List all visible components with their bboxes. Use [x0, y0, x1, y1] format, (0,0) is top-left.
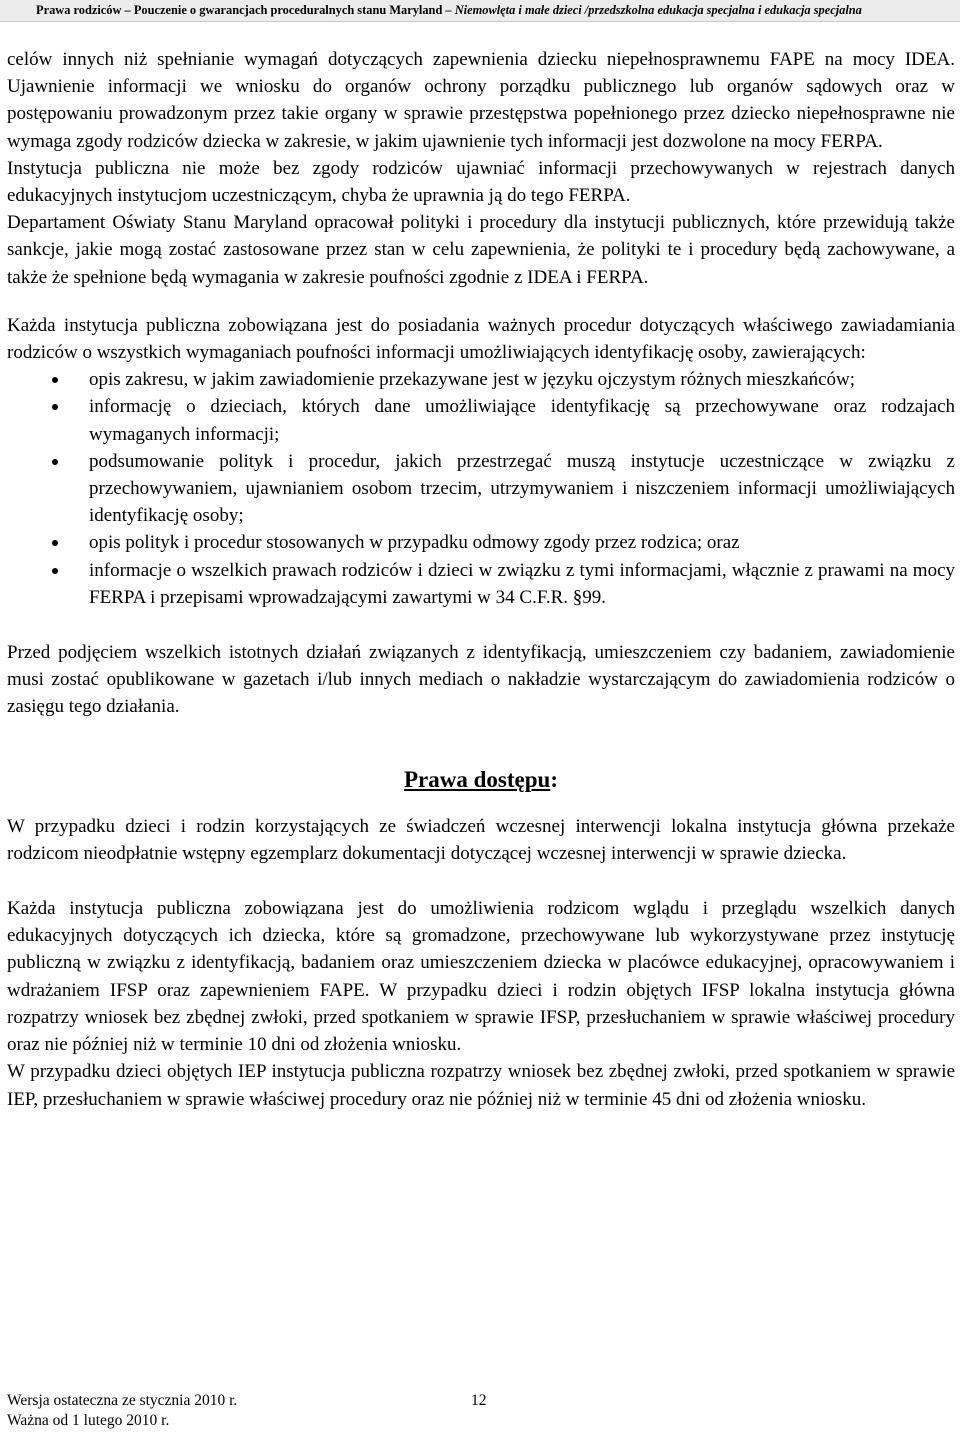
list-item-text: podsumowanie polityk i procedur, jakich przestrzegać muszą instytucje uczestniczące w związku z przechowywaniem, ujawnianiem osobom trzecim, utrzymywaniem i niszczeniem informacji umożliwiających identyfikację osoby; — [89, 450, 955, 527]
list-item-text: opis zakresu, w jakim zawiadomienie przekazywane jest w języku ojczystym różnych mieszkańców; — [89, 369, 856, 391]
section-title-text: Prawa dostępu — [404, 766, 551, 792]
paragraph-department-policies: Departament Oświaty Stanu Maryland opracował polityki i procedury dla instytucji publicznych, które przewidują także sankcje, jakie mogą zostać zastosowane przez stan w celu zapewnienia, że polityki te i procedury będą zachowywane, a także że spełnione będą wymagania w zakresie poufności zgodnie z IDEA i FERPA. — [7, 212, 955, 288]
list-item — [7, 557, 955, 611]
header-title: Prawa rodziców – Pouczenie o gwarancjach proceduralnych stanu Maryland – — [36, 3, 455, 17]
bullet-icon — [52, 568, 58, 574]
running-header — [0, 0, 960, 22]
bullet-icon — [52, 540, 58, 546]
section-title-suffix: : — [550, 766, 558, 792]
paragraph-disclosure: celów innych niż spełnianie wymagań dotyczących zapewnienia dziecku niepełnosprawnemu FAPE na mocy IDEA. Ujawnienie informacji we wniosku do organów ochrony porządku publicznego lub organów sądowych oraz w postępowaniu prowadzonym przez takie organy w sprawie przestępstwa popełnionego przez dziecko niepełnosprawne nie wymaga zgody rodziców dziecka w zakresie, w jakim ujawnienie tych informacji jest dozwolone na mocy FERPA. — [7, 49, 955, 152]
list-item-text: opis polityk i procedur stosowanych w przypadku odmowy zgody przez rodzica; oraz — [89, 532, 740, 554]
list-item — [7, 448, 955, 530]
bullet-icon — [52, 404, 58, 410]
paragraph-early-intervention: W przypadku dzieci i rodzin korzystających ze świadczeń wczesnej interwencji lokalna instytucja główna przekaże rodzicom nieodpłatnie wstępny egzemplarz dokumentacji dotyczącej wczesnej interwencji w sprawie dziecka. — [7, 815, 955, 864]
paragraph-record-review: Każda instytucja publiczna zobowiązana jest do umożliwienia rodzicom wglądu i przeglądu wszelkich danych edukacyjnych dotyczących ich dziecka, które są gromadzone, przechowywane lub wykorzystywane przez instytucję publiczną w związku z identyfikacją, badaniem oraz umieszczeniem dziecka w placówce edukacyjnej, opracowywaniem i wdrażaniem IFSP oraz zapewnieniem FAPE. W przypadku dzieci i rodzin objętych IFSP lokalna instytucja główna rozpatrzy wniosek bez zbędnej zwłoki, przed spotkaniem w sprawie IFSP, przesłuchaniem w sprawie właściwej procedury oraz nie później niż w terminie 10 dni od złożenia wniosku. — [7, 898, 955, 1056]
paragraph-notification-procedures: Każda instytucja publiczna zobowiązana jest do posiadania ważnych procedur dotyczących właściwego zawiadamiania rodziców o wszystkich wymaganiach poufności informacji umożliwiających identyfikację osoby, zawierających: — [7, 314, 955, 364]
paragraph-consent: Instytucja publiczna nie może bez zgody rodziców ujawniać informacji przechowywanych w rejestrach danych edukacyjnych instytucjom uczestniczącym, chyba że uprawnia ją do tego FERPA. — [7, 157, 955, 207]
list-item — [7, 529, 955, 556]
page-number: 12 — [471, 1392, 487, 1409]
list-item — [7, 366, 955, 393]
list-item — [7, 393, 955, 447]
paragraph-iep-request: W przypadku dzieci objętych IEP instytucja publiczna rozpatrzy wniosek bez zbędnej zwłoki, przed spotkaniem w sprawie IEP, przesłuchaniem w sprawie właściwej procedury oraz nie później niż w terminie 45 dni od złożenia wniosku. — [7, 1061, 955, 1110]
footer-version: Wersja ostateczna ze stycznia 2010 r. — [7, 1392, 238, 1409]
bullet-icon — [52, 459, 58, 465]
footer-effective-date: Ważna od 1 lutego 2010 r. — [7, 1412, 170, 1429]
bullet-icon — [52, 377, 58, 383]
footer — [7, 1391, 237, 1431]
page-body — [7, 46, 955, 1113]
list-item-text: informację o dzieciach, których dane umożliwiające identyfikację są przechowywane oraz rodzajach wymaganych informacji; — [89, 396, 955, 445]
list-item-text: informacje o wszelkich prawach rodziców i dzieci w związku z tymi informacjami, włącznie z prawami na mocy FERPA i przepisami wprowadzającymi zawartymi w 34 C.F.R. §99. — [89, 559, 955, 608]
paragraph-publication-notice: Przed podjęciem wszelkich istotnych działań związanych z identyfikacją, umieszczeniem czy badaniem, zawiadomienie musi zostać opublikowane w gazetach i/lub innych mediach o nakładzie wystarczającym do zawiadomienia rodziców o zasięgu tego działania. — [7, 642, 955, 718]
notification-requirements-list — [7, 366, 955, 611]
header-subtitle: Niemowlęta i małe dzieci /przedszkolna edukacja specjalna i edukacja specjalna — [454, 3, 862, 17]
header-text — [36, 0, 862, 21]
section-title — [7, 765, 955, 795]
